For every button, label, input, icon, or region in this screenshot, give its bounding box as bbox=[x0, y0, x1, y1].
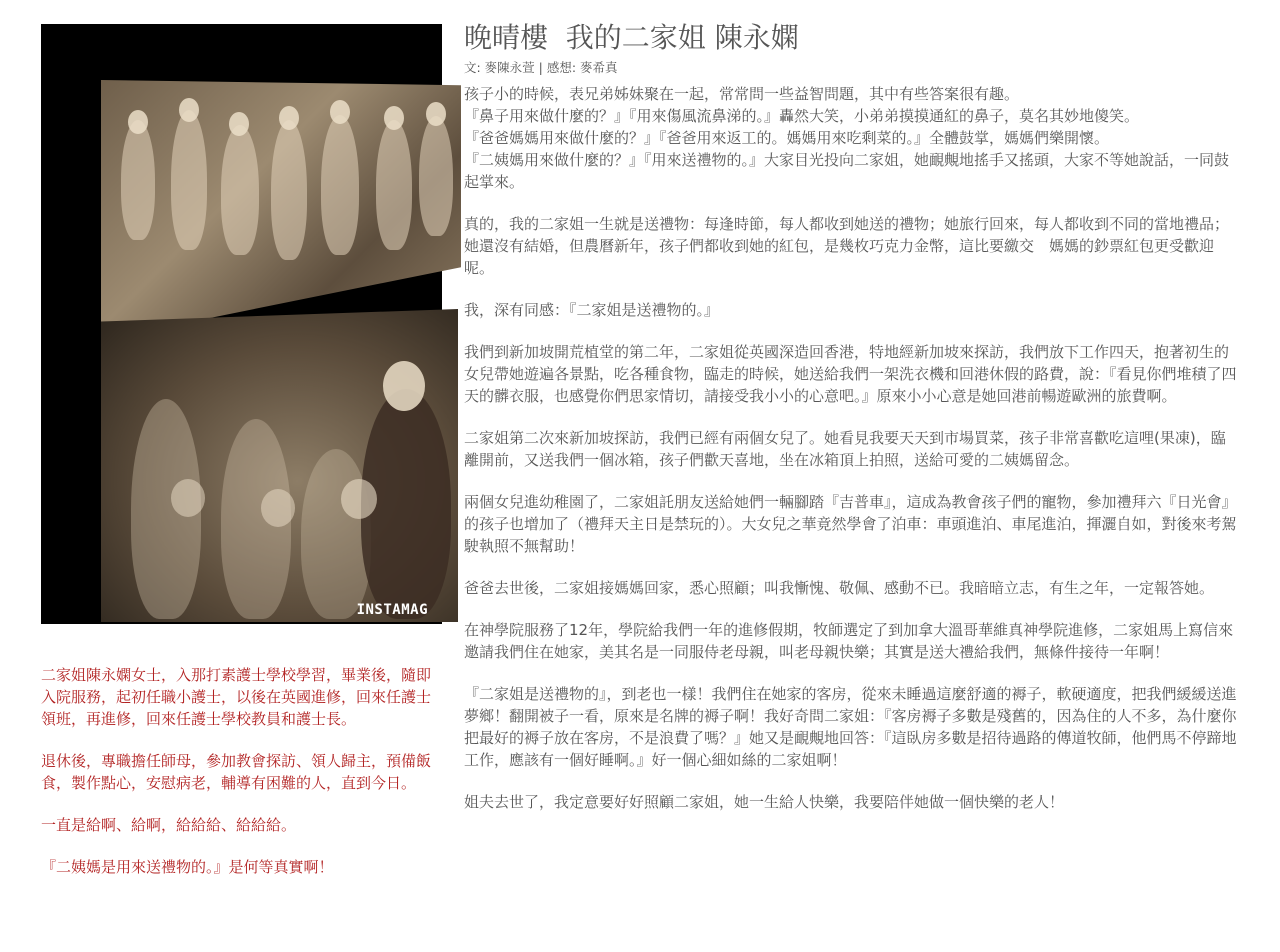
paragraph-line: 在神學院服務了12年，學院給我們一年的進修假期，牧師選定了到加拿大溫哥華維真神學院進修，二家姐馬上寫信來邀請我們住在她家，美其名是一同服侍老母親，叫老母親快樂；其實是送大禮給我們，無條件接待一年啊！ bbox=[464, 621, 1234, 661]
paragraph-line: 真的，我的二家姐一生就是送禮物：每逢時節，每人都收到她送的禮物；她旅行回來，每人都收到不同的當地禮品；她還沒有結婚，但農曆新年，孩子們都收到她的紅包，是幾枚巧克力金幣，這比要繳交 媽媽的鈔票紅包更受歡迎呢。 bbox=[464, 215, 1230, 277]
caption-paragraph: 『二姨媽是用來送禮物的。』是何等真實啊！ bbox=[41, 858, 334, 876]
article bbox=[464, 18, 1240, 833]
family-group-photo-upper bbox=[101, 80, 461, 340]
paragraph-line: 二家姐第二次來新加坡探訪，我們已經有兩個女兒了。她看見我要天天到市場買菜，孩子非常喜歡吃這哩(果凍)，臨離開前，又送我們一個冰箱，孩子們歡天喜地，坐在冰箱頂上拍照，送給可愛的二姨媽留念。 bbox=[464, 429, 1226, 469]
article-body bbox=[464, 83, 1240, 813]
article-title: 晚晴樓 我的二家姐 陳永嫻 bbox=[464, 21, 799, 54]
article-paragraph bbox=[464, 213, 1240, 279]
article-paragraph bbox=[464, 341, 1240, 407]
paragraph-line: 孩子小的時候，表兄弟姊妹聚在一起，常常問一些益智問題，其中有些答案很有趣。 bbox=[464, 85, 1020, 103]
article-paragraph bbox=[464, 299, 1240, 321]
article-paragraph bbox=[464, 619, 1240, 663]
article-paragraph bbox=[464, 491, 1240, 557]
article-paragraph bbox=[464, 577, 1240, 599]
caption-paragraph: 退休後，專職擔任師母，參加教會探訪、領人歸主，預備飯食，製作點心，安慰病老，輔導有困難的人，直到今日。 bbox=[41, 752, 432, 792]
article-paragraph bbox=[464, 427, 1240, 471]
paragraph-line: 爸爸去世後，二家姐接媽媽回家，悉心照顧；叫我慚愧、敬佩、感動不已。我暗暗立志，有生之年，一定報答她。 bbox=[464, 579, 1215, 597]
paragraph-line: 『爸爸媽媽用來做什麼的？』『爸爸用來返工的。媽媽用來吃剩菜的。』全體鼓掌，媽媽們樂開懷。 bbox=[464, 129, 1110, 147]
family-group-photo-lower bbox=[101, 309, 458, 622]
paragraph-line: 姐夫去世了，我定意要好好照顧二家姐，她一生給人快樂，我要陪伴她做一個快樂的老人！ bbox=[464, 793, 1065, 811]
paragraph-line: 我們到新加坡開荒植堂的第二年，二家姐從英國深造回香港，特地經新加坡來探訪，我們放下工作四天，抱著初生的女兒帶她遊遍各景點，吃各種食物，臨走的時候，她送給我們一架洗衣機和回港休假的路費，說：『看見你們堆積了四天的髒衣服，也感覺你們思家情切，請接受我小小的心意吧。』原來小小心意是她回港前暢遊歐洲的旅費啊。 bbox=[464, 343, 1237, 405]
paragraph-line: 兩個女兒進幼稚園了，二家姐託朋友送給她們一輛腳踏『吉普車』，這成為教會孩子們的寵物，參加禮拜六『日光會』的孩子也增加了（禮拜天主日是禁玩的）。大女兒之華竟然學會了泊車：車頭進泊、車尾進泊，揮灑自如，對後來考駕駛執照不無幫助！ bbox=[464, 493, 1237, 555]
article-byline: 文: 麥陳永萱 | 感想: 麥希真 bbox=[464, 60, 618, 75]
instamag-watermark: INSTAMAG bbox=[356, 602, 428, 618]
article-paragraph bbox=[464, 791, 1240, 813]
caption-paragraph: 二家姐陳永嫻女士，入那打素護士學校學習，畢業後，隨即入院服務，起初任職小護士，以後在英國進修，回來任護士領班，再進修，回來任護士學校教員和護士長。 bbox=[41, 666, 432, 728]
paragraph-line: 『鼻子用來做什麼的？』『用來傷風流鼻涕的。』轟然大笑，小弟弟摸摸通紅的鼻子，莫名其妙地傻笑。 bbox=[464, 107, 1140, 125]
paragraph-line: 『二家姐是送禮物的』，到老也一樣！我們住在她家的客房，從來未睡過這麼舒適的褥子，軟硬適度，把我們緩緩送進夢鄉！翻開被子一看，原來是名牌的褥子啊！我好奇問二家姐：『客房褥子多數是殘舊的，因為住的人不多，為什麼你把最好的褥子放在客房，不是浪費了嗎？』她又是靦覥地回答：『這臥房多數是招待過路的傳道牧師，他們馬不停蹄地工作，應該有一個好睡啊。』好一個心細如絲的二家姐啊！ bbox=[464, 685, 1237, 769]
caption-paragraph: 一直是給啊、給啊，給給給、給給給。 bbox=[41, 816, 297, 834]
paragraph-line: 我，深有同感：『二家姐是送禮物的。』 bbox=[464, 301, 720, 319]
paragraph-line: 『二姨媽用來做什麼的？』『用來送禮物的。』大家目光投向二家姐，她靦覥地搖手又搖頭，大家不等她說話，一同鼓起掌來。 bbox=[464, 151, 1230, 191]
article-paragraph bbox=[464, 83, 1240, 193]
photo-caption bbox=[41, 664, 441, 898]
article-paragraph bbox=[464, 683, 1240, 771]
family-photo bbox=[41, 24, 442, 624]
